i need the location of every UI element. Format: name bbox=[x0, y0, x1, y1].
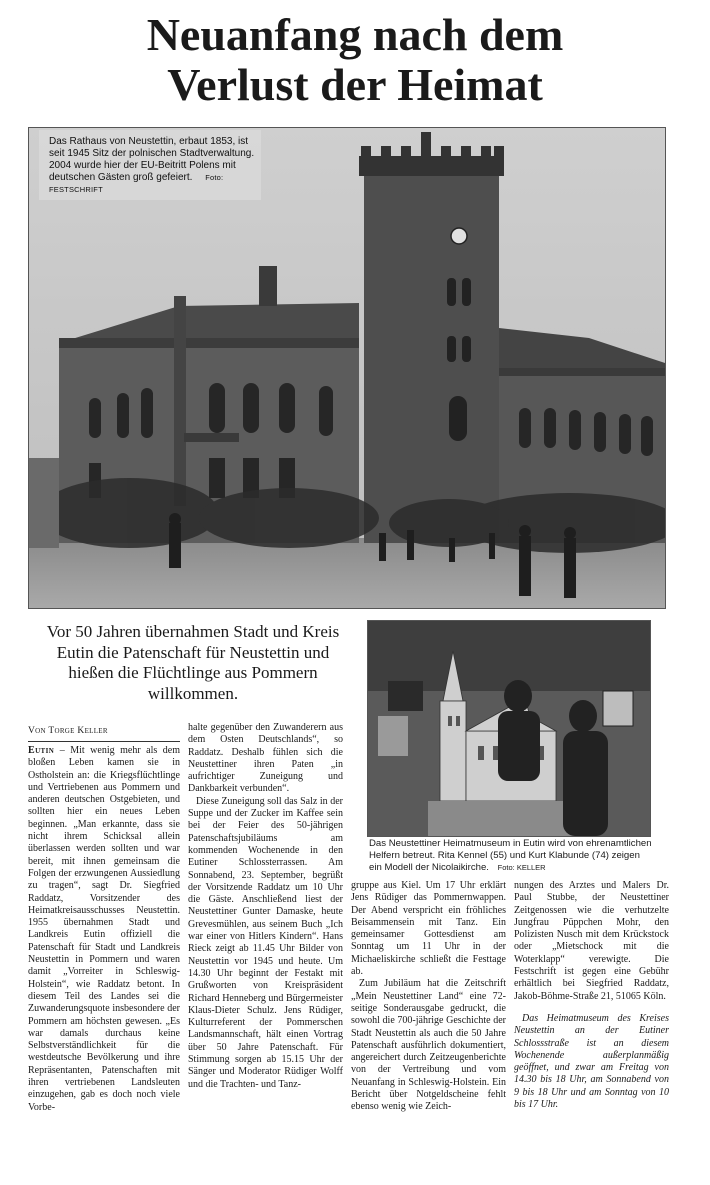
article-column-1 bbox=[28, 745, 180, 1114]
museum-opening-hours: Das Heimatmuseum des Kreises Neustettin an der Eutiner Schlossstraße ist an diesem Wochenende außerplanmäßig geöffnet, und zwar am Freitag von 14.30 bis 18 Uhr, am Sonnabend von 9 bis 18 Uhr und am Sonntag von 10 bis 17 Uhr. bbox=[514, 1012, 669, 1111]
headline-line-2: Verlust der Heimat bbox=[167, 59, 543, 110]
article-paragraph: halte gegenüber den Zuwanderern aus dem Osten Deutschlands“, so Raddatz. Deshalb fühlen sich die Neustettiner ihren Paten „in aufrichtiger Zuneigung und Dankbarkeit verbunden“. bbox=[188, 722, 343, 795]
museum-photo bbox=[367, 620, 651, 837]
article-paragraph: nungen des Arztes und Malers Dr. Paul Stubbe, der Neustettiner Zeitgenossen wie die verhutzelte Jungfrau Püppchen Mohr, den Polizisten Nusch mit dem Krückstock oder „Mietschock mit die Woterklapp“ verewigte. Die Festschrift ist gegen eine Gebühr erhältlich bei Siegfried Raddatz, Jakob-Böhme-Straße 21, 51065 Köln. bbox=[514, 880, 669, 1002]
article-column-3 bbox=[351, 880, 506, 1114]
article-paragraph: Diese Zuneigung soll das Salz in der Suppe und der Zucker im Kaffee sein bei der Feier des 50-jährigen Patenschaftsjubiläums am kommenden Wochenende in den Eutiner Schlossterrassen. Am Sonnabend, 23. September, begrüßt der Vorsitzende Raddatz um 10 Uhr die Gäste. Anschließend liest der Neustettiner Gunter Damaske, heute Grevesmühlen, aus seinem Buch „Ich war einer von Hitlers Kindern“. Hans Rieck zeigt ab 11.45 Uhr Bilder von Neustettin vor 1945 und heute. Um 14.30 Uhr beginnt der Festakt mit Grußworten von Kreispräsident Richard Henneberg und Bürgermeister Klaus-Dieter Schulz. Jens Rüdiger, Kulturreferent der Pommerschen Landsmannschaft, hält einen Vortrag über 50 Jahre Patenschaft. Für Stimmung sorgen ab 15.15 Uhr der Sänger und Moderator Rüdiger Wolff und die Trachten- und Tanz- bbox=[188, 795, 343, 1090]
town-hall-photo bbox=[28, 127, 666, 609]
byline: Von Torge Keller bbox=[28, 726, 108, 736]
article-paragraph: Zum Jubiläum hat die Zeitschrift „Mein Neustettiner Land“ eine 72-seitige Sonderausgabe gedruckt, die sowohl die 700-jährige Geschichte der Stadt Neustettin als auch die 50 Jahre Patenschaft ausführlich dokumentiert, angereichert durch Zeitzeugenberichte von der Vertreibung und vom Neuanfang in Schleswig-Holstein. Ein Bericht über Notgeldscheine fehlt ebenso wenig wie Zeich- bbox=[351, 978, 506, 1113]
museum-photo-credit: Foto: KELLER bbox=[497, 862, 546, 872]
byline-rule bbox=[28, 741, 180, 742]
town-hall-illustration bbox=[29, 128, 665, 608]
headline bbox=[40, 10, 670, 110]
article-paragraph bbox=[28, 745, 180, 1114]
museum-photo-caption bbox=[369, 838, 654, 873]
headline-line-1: Neuanfang nach dem bbox=[146, 9, 564, 60]
article-paragraph: gruppe aus Kiel. Um 17 Uhr erklärt Jens Rüdiger das Pommernwappen. Der Abend verspricht ein fröhliches Beisammensein mit Tanz. Ein gemeinsamer Gottesdienst am Sonntag um 11 Uhr in der Michaeliskirche schließt die Festtage ab. bbox=[351, 880, 506, 978]
museum-caption-text: Das Neustettiner Heimatmuseum in Eutin wird von ehrenamtlichen Helfern betreut. Rita Kennel (55) und Kurt Klabunde (74) zeigen ein Modell der Nicolaikirche. bbox=[369, 838, 652, 873]
dateline: Eutin bbox=[28, 745, 55, 756]
subheadline: Vor 50 Jahren übernahmen Stadt und Kreis Eutin die Patenschaft für Neustettin und hießen die Flüchtlinge aus Pommern willkommen. bbox=[46, 622, 340, 703]
museum-illustration bbox=[368, 621, 650, 836]
town-hall-caption-text: Das Rathaus von Neustettin, erbaut 1853, ist seit 1945 Sitz der polnischen Stadtverwaltung. 2004 wurde hier der EU-Beitritt Polens mit deutschen Gästen groß gefeiert. bbox=[49, 136, 255, 183]
article-column-4 bbox=[514, 880, 669, 1111]
column-1-text: – Mit wenig mehr als dem bloßen Leben kamen sie in Ostholstein an: die Kriegsflüchtlinge und Vertriebenen aus Pommern und anderen deutschen Ostgebieten, und sollten hier ein neues Leben beginnen. „Man erkannte, dass sie nicht ihrem Schicksal allein überlassen werden sollten und war bereit, mit ihnen gemeinsam die Folgen der erzwungenen Aussiedlung zu tragen“, sagt Dr. Siegfried Raddatz, Vorsitzender des Heimatkreisausschusses Neustettin. 1955 übernahmen Stadt und Landkreis Eutin offiziell die Patenschaft für Stadt und Landkreis Neustettin in Pommern und waren damit „Vorreiter in Schleswig-Holstein“, wie Raddatz betont. In diesem Teil des Landes sei die Zuwanderungsquote insbesondere der Pommern am höchsten gewesen. „Es war damals durchaus keine Selbstverständlichkeit für die westdeutsche Bevölkerung und ihre Repräsentanten, Patenschaften mit ihren vertriebenen Landsleuten einzugehen, gab es doch noch viele Vorbe- bbox=[28, 745, 180, 1113]
town-hall-photo-caption bbox=[49, 136, 257, 196]
article-column-2 bbox=[188, 722, 343, 1091]
town-hall-photo-credit: Foto: FESTSCHRIFT bbox=[49, 173, 224, 194]
